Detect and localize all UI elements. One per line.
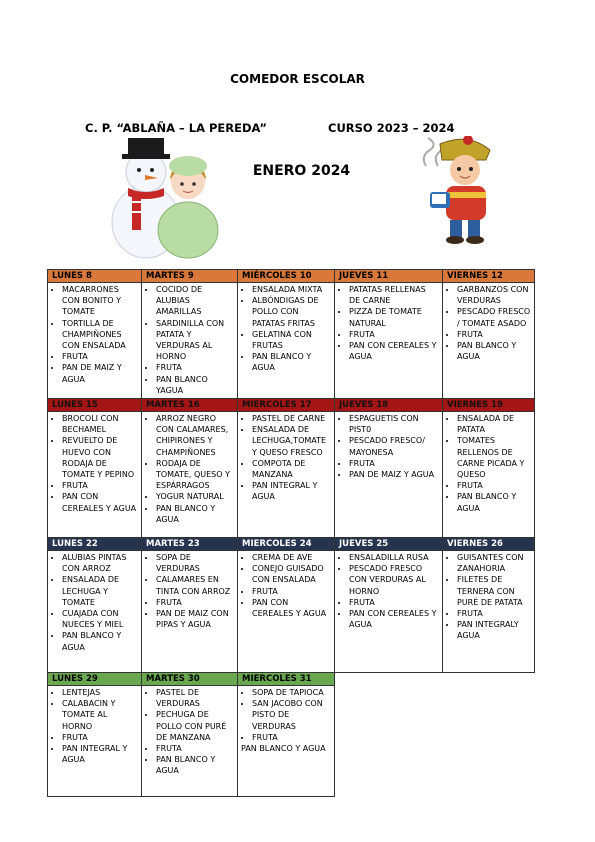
week-menu-row [48, 551, 535, 673]
dish-item: • FRUTA [457, 608, 531, 619]
dish-item: • ENSALADA DE PATATA [457, 413, 531, 435]
day-menu [48, 551, 142, 673]
dish-item: • FRUTA [156, 743, 234, 754]
day-menu [48, 412, 142, 538]
dish-list [241, 552, 331, 619]
dish-item: • FRUTA [62, 480, 138, 491]
dish-list [51, 284, 138, 385]
day-header: MARTES 9 [142, 270, 238, 283]
dish-item: • PASTEL DE VERDURAS [156, 687, 234, 709]
dish-item: • FRUTA [349, 597, 439, 608]
dish-item: • PATATAS RELLENAS DE CARNE [349, 284, 439, 306]
dish-item: • PAN BLANCO Y AGUA [62, 630, 138, 652]
day-header: MIERCOLES 31 [238, 673, 335, 686]
dish-item: • FRUTA [349, 329, 439, 340]
day-menu [238, 412, 335, 538]
day-menu [142, 686, 238, 797]
school-year: CURSO 2023 – 2024 [328, 121, 455, 135]
empty-cell [335, 686, 443, 797]
day-menu [443, 551, 535, 673]
dish-item: • PESCADO FRESCO/ MAYONESA [349, 435, 439, 457]
dish-item: • PAN BLANCO Y AGUA [457, 340, 531, 362]
dish-item: • PAN CON CEREALES Y AGUA [252, 597, 331, 619]
dish-item: • FRUTA [349, 458, 439, 469]
dish-item: • FRUTA [252, 732, 331, 743]
week-menu-row [48, 412, 535, 538]
dish-list [145, 552, 234, 630]
dish-item: • PESCADO FRESCO / TOMATE ASADO [457, 306, 531, 328]
dish-list [241, 413, 331, 503]
dish-item: • PASTEL DE CARNE [252, 413, 331, 424]
dish-list [241, 687, 331, 743]
dish-item: • PAN CON CEREALES Y AGUA [62, 491, 138, 513]
snowman-and-girl-illustration [94, 130, 234, 260]
dish-item: • PAN DE MAIZ Y AGUA [349, 469, 439, 480]
dish-item: • ENSALADILLA RUSA [349, 552, 439, 563]
dish-item: • FRUTA [62, 351, 138, 362]
dish-item: • SARDINILLA CON PATATA Y VERDURAS AL HORNO [156, 318, 234, 363]
dish-item: • ARROZ NEGRO CON CALAMARES, CHIPIRONES Y CHAMPIÑONES [156, 413, 234, 458]
dish-item: • SOPA DE TAPIOCA [252, 687, 331, 698]
dish-item: • COCIDO DE ALUBIAS AMARILLAS [156, 284, 234, 318]
day-menu [48, 686, 142, 797]
dish-item: • PAN INTEGRALY AGUA [457, 619, 531, 641]
day-menu [142, 551, 238, 673]
day-header: MIÉRCOLES 10 [238, 270, 335, 283]
dish-list [145, 413, 234, 525]
day-header: LUNES 22 [48, 538, 142, 551]
dish-item: • PIZZA DE TOMATE NATURAL [349, 306, 439, 328]
day-header: LUNES 8 [48, 270, 142, 283]
day-header: LUNES 29 [48, 673, 142, 686]
dish-item: • PAN DE MAIZ Y AGUA [62, 362, 138, 384]
dish-item: • FRUTA [62, 732, 138, 743]
dish-item: • MACARRONES CON BONITO Y TOMATE [62, 284, 138, 318]
dish-list [51, 687, 138, 765]
dish-item: • FRUTA [156, 362, 234, 373]
dish-item: • GARBANZOS CON VERDURAS [457, 284, 531, 306]
day-menu [238, 551, 335, 673]
day-menu [238, 283, 335, 399]
dish-item: • PAN BLANCO Y AGUA [156, 754, 234, 776]
dish-item: • PAN BLANCO Y AGUA [457, 491, 531, 513]
dish-item: • CONEJO GUISADO CON ENSALADA [252, 563, 331, 585]
dish-list [145, 284, 234, 396]
dish-item: • FRUTA [457, 480, 531, 491]
week-menu-row [48, 283, 535, 399]
dish-item: • ALUBIAS PINTAS CON ARROZ [62, 552, 138, 574]
week-header-row [48, 399, 535, 412]
dish-item: • SOPA DE VERDURAS [156, 552, 234, 574]
dish-item: • PAN BLANCO YAGUA [156, 374, 234, 396]
dish-list [51, 413, 138, 514]
day-menu [443, 283, 535, 399]
dish-item: • LENTEJAS [62, 687, 138, 698]
day-menu [335, 551, 443, 673]
dish-item: • GUISANTES CON ZANAHORIA [457, 552, 531, 574]
page-title: COMEDOR ESCOLAR [230, 72, 365, 86]
month-title: ENERO 2024 [252, 163, 351, 179]
dish-item: • TORTILLA DE CHAMPIÑONES CON ENSALADA [62, 318, 138, 352]
dish-footer: PAN BLANCO Y AGUA [241, 744, 326, 754]
dish-item: • PAN BLANCO Y AGUA [156, 503, 234, 525]
dish-item: • YOGUR NATURAL [156, 491, 234, 502]
day-menu [238, 686, 335, 797]
dish-list [241, 284, 331, 374]
dish-item: • SAN JACOBO CON PISTO DE VERDURAS [252, 698, 331, 732]
day-header: MIERCOLES 24 [238, 538, 335, 551]
dish-list [446, 552, 531, 642]
dish-list [51, 552, 138, 653]
dish-item: • CUAJADA CON NUECES Y MIEL [62, 608, 138, 630]
dish-item: • PAN DE MAIZ CON PIPAS Y AGUA [156, 608, 234, 630]
dish-item: • ENSALADA DE LECHUGA Y TOMATE [62, 574, 138, 608]
dish-item: • REVUELTO DE HUEVO CON RODAJA DE TOMATE Y PEPINO [62, 435, 138, 480]
dish-item: • PAN CON CEREALES Y AGUA [349, 608, 439, 630]
week-header-row [48, 538, 535, 551]
dish-item: • RODAJA DE TOMATE, QUESO Y ESPÁRRAGOS [156, 458, 234, 492]
school-name: C. P. “ABLAÑA – LA PEREDA” [85, 121, 267, 135]
empty-cell [443, 686, 535, 797]
dish-item: • ALBÓNDIGAS DE POLLO CON PATATAS FRITAS [252, 295, 331, 329]
day-header: JUEVES 18 [335, 399, 443, 412]
dish-item: • FRUTA [156, 597, 234, 608]
dish-item: • FRUTA [457, 329, 531, 340]
dish-item: • ENSALADA MIXTA [252, 284, 331, 295]
day-header: MARTES 23 [142, 538, 238, 551]
day-header: VIERNES 19 [443, 399, 535, 412]
week-header-row [48, 270, 535, 283]
dish-item: • ESPAGUETIS CON PIST0 [349, 413, 439, 435]
day-menu [142, 283, 238, 399]
day-menu [48, 283, 142, 399]
week-header-row [48, 673, 535, 686]
day-menu [142, 412, 238, 538]
dish-item: • BROCOLI CON BECHAMEL [62, 413, 138, 435]
dish-item: • GELATINA CON FRUTAS [252, 329, 331, 351]
week-menu-row [48, 686, 535, 797]
day-menu [335, 412, 443, 538]
dish-item: • PAN INTEGRAL Y AGUA [62, 743, 138, 765]
dish-item: • CREMA DE AVE [252, 552, 331, 563]
child-with-hot-drink-illustration [398, 136, 526, 246]
day-menu [443, 412, 535, 538]
dish-item: • CALAMARES EN TINTA CON ARROZ [156, 574, 234, 596]
day-header: MIERCOLES 17 [238, 399, 335, 412]
day-header: JUEVES 25 [335, 538, 443, 551]
empty-cell [443, 673, 535, 686]
day-menu [335, 283, 443, 399]
dish-item: • CALABACIN Y TOMATE AL HORNO [62, 698, 138, 732]
dish-item: • FILETES DE TERNERA CON PURÉ DE PATATA [457, 574, 531, 608]
day-header: LUNES 15 [48, 399, 142, 412]
day-header: MARTES 16 [142, 399, 238, 412]
dish-item: • PESCADO FRESCO CON VERDURAS AL HORNO [349, 563, 439, 597]
dish-list [145, 687, 234, 777]
dish-list [446, 284, 531, 362]
dish-list [338, 284, 439, 362]
dish-list [338, 552, 439, 630]
dish-item: • ENSALADA DE LECHUGA,TOMATE Y QUESO FRESCO [252, 424, 331, 458]
dish-item: • TOMATES RELLENOS DE CARNE PICADA Y QUESO [457, 435, 531, 480]
empty-cell [335, 673, 443, 686]
dish-item: • PECHUGA DE POLLO CON PURÉ DE MANZANA [156, 709, 234, 743]
dish-item: • PAN CON CEREALES Y AGUA [349, 340, 439, 362]
dish-item: • FRUTA [252, 586, 331, 597]
menu-calendar [47, 269, 535, 797]
day-header: JUEVES 11 [335, 270, 443, 283]
dish-list [446, 413, 531, 514]
dish-list [338, 413, 439, 480]
dish-item: • PAN BLANCO Y AGUA [252, 351, 331, 373]
day-header: VIERNES 12 [443, 270, 535, 283]
day-header: MARTES 30 [142, 673, 238, 686]
dish-item: • COMPOTA DE MANZANA [252, 458, 331, 480]
day-header: VIERNES 26 [443, 538, 535, 551]
dish-item: • PAN INTEGRAL Y AGUA [252, 480, 331, 502]
